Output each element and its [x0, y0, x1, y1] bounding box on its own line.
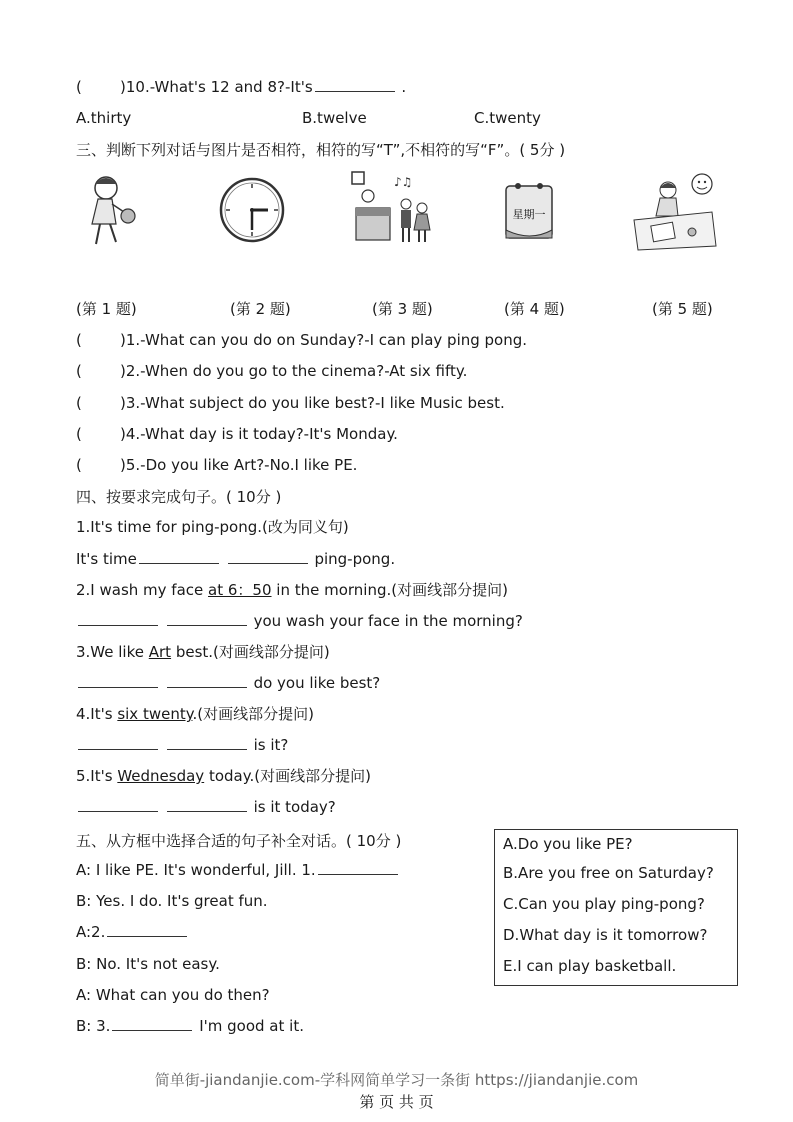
- s4-answer-2: [76, 611, 523, 631]
- option-box-d: D.What day is it tomorrow?: [503, 926, 708, 944]
- dialogue-line-4: B: No. It's not easy.: [76, 955, 220, 973]
- q-start: 4.It's: [76, 705, 118, 723]
- dialogue-line-1: [76, 860, 400, 880]
- q-end: .(对画线部分提问): [192, 705, 314, 723]
- dialogue-end: I'm good at it.: [199, 1017, 304, 1035]
- clock-picture: [218, 176, 286, 244]
- item-text: )5.-Do you like Art?-No.I like PE.: [120, 456, 358, 474]
- girl-drawing-picture: [632, 170, 718, 252]
- answer-blank[interactable]: [78, 673, 158, 688]
- answer-end: ping-pong.: [314, 550, 396, 568]
- option-a: A.thirty: [76, 109, 132, 127]
- s4-question-3: [76, 642, 330, 662]
- page-number: 第 页 共 页: [359, 1093, 434, 1111]
- answer-paren: (: [76, 78, 82, 96]
- watermark-footer: 简单街-jiandanjie.com-学科网简单学习一条街 https://jiandanjie.com: [154, 1071, 639, 1089]
- underlined-part: six twenty: [117, 705, 193, 723]
- caption-3: (第 3 题): [372, 300, 433, 318]
- dialogue-text: B: 3.: [76, 1017, 111, 1035]
- item-text: )2.-When do you go to the cinema?-At six fifty.: [120, 362, 468, 380]
- judge-item-2: [76, 361, 467, 381]
- option-box-a: A.Do you like PE?: [503, 835, 633, 853]
- item-text: )3.-What subject do you like best?-I like Music best.: [120, 394, 505, 412]
- svg-text:♪♫: ♪♫: [394, 175, 413, 189]
- q-end: in the morning.(对画线部分提问): [271, 581, 508, 599]
- answer-paren[interactable]: (: [76, 425, 82, 443]
- option-box-c: C.Can you play ping-pong?: [503, 895, 705, 913]
- answer-end: is it?: [253, 736, 289, 754]
- dialogue-line-3: [76, 922, 189, 942]
- answer-paren[interactable]: (: [76, 331, 82, 349]
- answer-end: do you like best?: [253, 674, 381, 692]
- answer-blank[interactable]: [167, 735, 247, 750]
- q-start: 3.We like: [76, 643, 149, 661]
- dialogue-line-6: [76, 1016, 304, 1036]
- answer-blank[interactable]: [167, 673, 247, 688]
- answer-paren[interactable]: (: [76, 456, 82, 474]
- answer-blank[interactable]: [107, 922, 187, 937]
- s4-question-4: [76, 704, 314, 724]
- answer-start: It's time: [76, 550, 137, 568]
- calendar-monday-picture: [500, 180, 560, 244]
- dialogue-line-2: B: Yes. I do. It's great fun.: [76, 892, 268, 910]
- underlined-part: Wednesday: [117, 767, 205, 785]
- answer-blank[interactable]: [78, 611, 158, 626]
- dialogue-text: A: I like PE. It's wonderful, Jill. 1.: [76, 861, 316, 879]
- boy-basketball-picture: [82, 172, 142, 252]
- caption-1: (第 1 题): [76, 300, 137, 318]
- dialogue-line-5: A: What can you do then?: [76, 986, 270, 1004]
- answer-end: you wash your face in the morning?: [253, 612, 523, 630]
- q-start: 5.It's: [76, 767, 118, 785]
- answer-blank[interactable]: [315, 77, 395, 92]
- question-text: )10.-What's 12 and 8?-It's: [120, 78, 313, 96]
- music-class-picture: [350, 170, 440, 250]
- underlined-part: Art: [148, 643, 172, 661]
- caption-4: (第 4 题): [504, 300, 565, 318]
- option-b: B.twelve: [302, 109, 367, 127]
- s4-question-1: 1.It's time for ping-pong.(改为同义句): [76, 518, 349, 536]
- option-c: C.twenty: [474, 109, 541, 127]
- s4-answer-3: [76, 673, 380, 693]
- section-4-title: 四、按要求完成句子。( 10分 ): [76, 488, 282, 506]
- answer-blank[interactable]: [228, 549, 308, 564]
- option-box-b: B.Are you free on Saturday?: [503, 864, 714, 882]
- item-text: )4.-What day is it today?-It's Monday.: [120, 425, 398, 443]
- answer-blank[interactable]: [78, 735, 158, 750]
- section-3-title: 三、判断下列对话与图片是否相符，相符的写“T”,不相符的写“F”。( 5分 ): [76, 141, 566, 159]
- judge-item-1: [76, 330, 527, 350]
- q-start: 2.I wash my face: [76, 581, 209, 599]
- answer-blank[interactable]: [112, 1016, 192, 1031]
- judge-item-4: [76, 424, 398, 444]
- question-10: [76, 77, 406, 97]
- calendar-label: 星期一: [512, 208, 546, 221]
- answer-blank[interactable]: [318, 860, 398, 875]
- answer-paren[interactable]: (: [76, 362, 82, 380]
- answer-paren[interactable]: (: [76, 394, 82, 412]
- answer-end: is it today?: [253, 798, 336, 816]
- answer-blank[interactable]: [78, 797, 158, 812]
- s4-question-2: [76, 580, 508, 600]
- underlined-part: at 6：50: [208, 581, 272, 599]
- s4-answer-1: [76, 549, 395, 569]
- s4-answer-4: [76, 735, 288, 755]
- option-box-e: E.I can play basketball.: [503, 957, 677, 975]
- item-text: )1.-What can you do on Sunday?-I can play ping pong.: [120, 331, 528, 349]
- s4-answer-5: [76, 797, 336, 817]
- caption-2: (第 2 题): [230, 300, 291, 318]
- answer-blank[interactable]: [167, 611, 247, 626]
- q-end: today.(对画线部分提问): [204, 767, 371, 785]
- q-end: best.(对画线部分提问): [171, 643, 330, 661]
- section-5-title: 五、从方框中选择合适的句子补全对话。( 10分 ): [76, 832, 402, 850]
- s4-question-5: [76, 766, 371, 786]
- answer-blank[interactable]: [167, 797, 247, 812]
- caption-5: (第 5 题): [652, 300, 713, 318]
- judge-item-3: [76, 393, 505, 413]
- period: .: [401, 78, 407, 96]
- dialogue-text: A:2.: [76, 923, 106, 941]
- judge-item-5: [76, 455, 357, 475]
- options-box: [494, 829, 738, 986]
- answer-blank[interactable]: [139, 549, 219, 564]
